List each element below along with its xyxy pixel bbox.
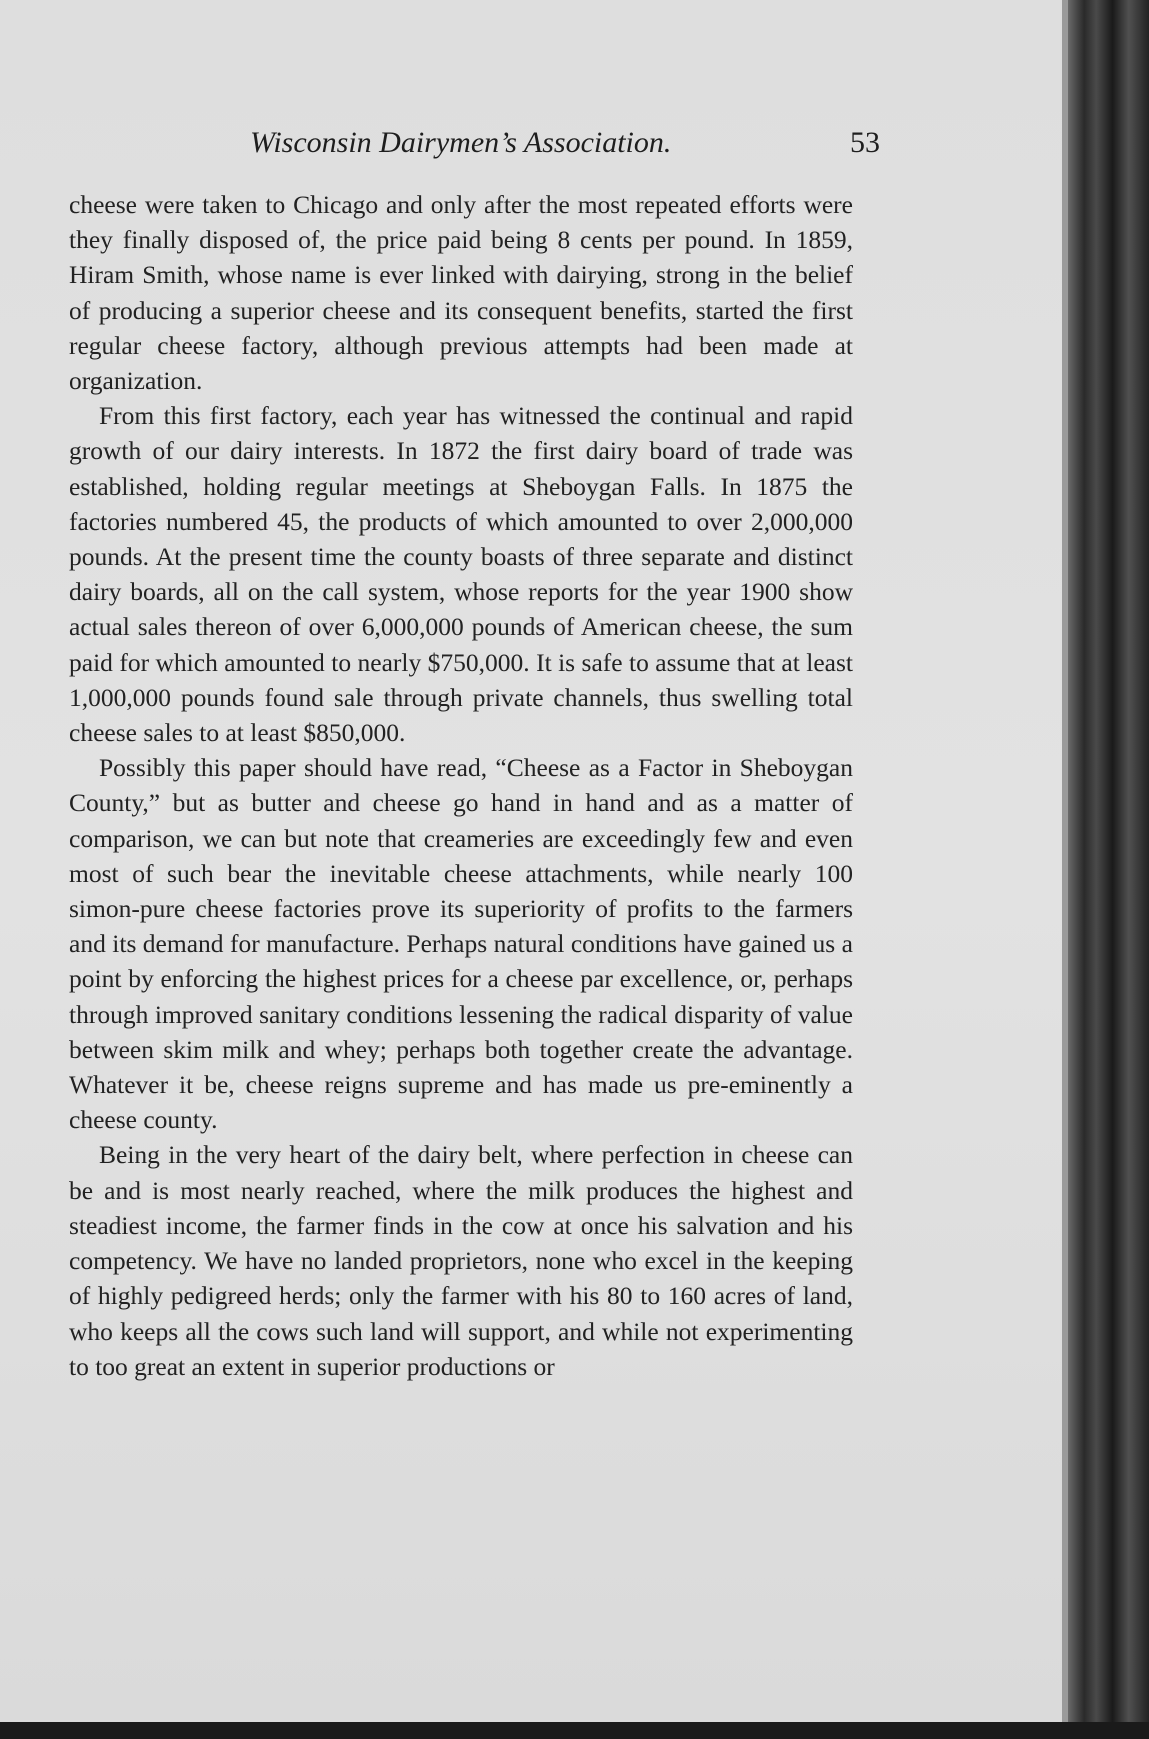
book-spine	[1068, 0, 1149, 1739]
running-header	[240, 126, 880, 166]
paragraph-2: From this first factory, each year has witnessed the continual and rapid growth of our dairy interests. In 1872 the first dairy board of trade was established, holding regular meetings at Sheboygan Falls. In 1875 the factories numbered 45, the products of which amounted to over 2,000,000 pounds. At the present time the county boasts of three separate and distinct dairy boards, all on the call system, whose reports for the year 1900 show actual sales thereon of over 6,000,000 pounds of American cheese, the sum paid for which amounted to nearly $750,000. It is safe to assume that at least 1,000,000 pounds found sale through private channels, thus swelling total cheese sales to at least $850,000.	[69, 401, 853, 748]
paragraph-1: cheese were taken to Chicago and only after the most repeated efforts were they finally disposed of, the price paid being 8 cents per pound. In 1859, Hiram Smith, whose name is ever linked with dairying, strong in the belief of producing a superior cheese and its consequent benefits, started the first regular cheese factory, although previous attempts had been made at organization.	[69, 190, 853, 396]
paragraph-4: Being in the very heart of the dairy belt, where perfection in cheese can be and is most nearly reached, where the milk produces the highest and steadiest income, the farmer finds in the cow at once his salvation and his competency. We have no landed proprietors, none who excel in the keeping of highly pedigreed herds; only the farmer with his 80 to 160 acres of land, who keeps all the cows such land will support, and while not experimenting to too great an extent in superior productions or	[69, 1140, 853, 1381]
body-text	[69, 187, 853, 1384]
page-number: 53	[850, 126, 880, 159]
running-title: Wisconsin Dairymen’s Association.	[250, 126, 672, 159]
paragraph-3: Possibly this paper should have read, “Cheese as a Factor in Sheboygan County,” but as butter and cheese go hand in hand and as a matter of comparison, we can but note that creameries are exceedingly few and even most of such bear the inevitable cheese attachments, while nearly 100 simon-pure cheese factories prove its superiority of profits to the farmers and its demand for manufacture. Perhaps natural conditions have gained us a point by enforcing the highest prices for a cheese par excellence, or, perhaps through improved sanitary conditions lessening the radical disparity of value between skim milk and whey; perhaps both together create the advantage. Whatever it be, cheese reigns supreme and has made us pre-eminently a cheese county.	[69, 753, 853, 1135]
scan-border	[0, 1722, 1149, 1739]
